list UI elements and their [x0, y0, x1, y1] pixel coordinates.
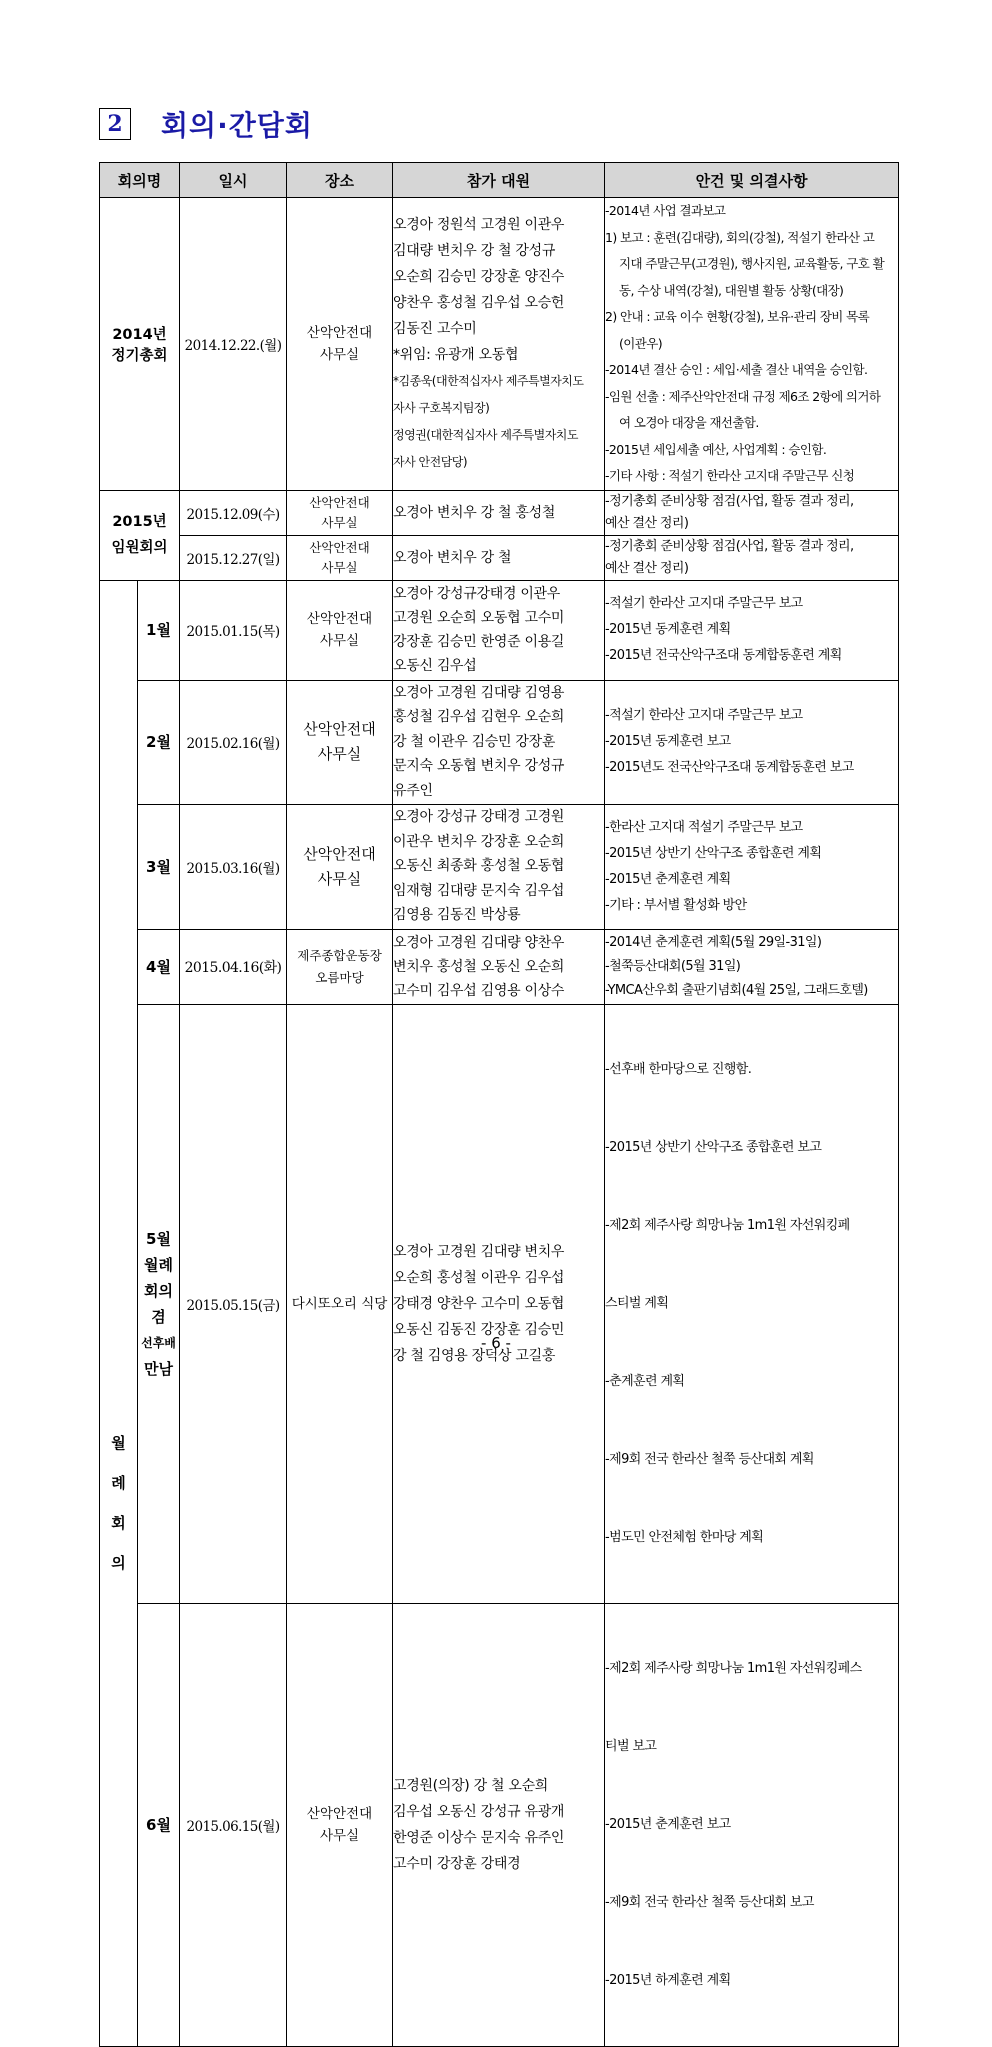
- month-label: [138, 1004, 180, 1603]
- agenda-line: -2015년 춘계훈련 계획: [605, 871, 731, 887]
- attendee-line: 강 철 이관우 김승민 강장훈: [393, 733, 556, 750]
- attendee-line: 변치우 홍성철 오동신 오순희: [393, 958, 565, 975]
- monthly-meeting-label: [100, 580, 138, 2046]
- vertical-label-char: 월: [111, 1434, 126, 1452]
- agenda-line: -2015년 세입세출 예산, 사업계획 : 승인함.: [605, 441, 827, 457]
- place-line: 사무실: [319, 346, 360, 363]
- agenda-line: -2015년 전국산악구조대 동계합동훈련 계획: [605, 648, 842, 663]
- meeting-date: 2014.12.22.(월): [180, 198, 287, 491]
- agenda-line: -임원 선출 : 제주산악안전대 규정 제6조 2항에 의거하: [605, 388, 881, 404]
- table-header-row: [100, 163, 899, 198]
- month-label-line: 겸: [151, 1307, 166, 1326]
- meeting-date: 2015.12.27(일): [180, 535, 287, 580]
- meeting-date: 2015.06.15(월): [180, 1603, 287, 2046]
- agenda-cell: [605, 535, 899, 580]
- place-line: 사무실: [319, 633, 360, 649]
- attendee-line: 오경아 정원석 고경원 이관우: [393, 216, 565, 233]
- agenda-cell: [605, 1004, 899, 1603]
- agenda-line: -한라산 고지대 적설기 주말근무 보고: [605, 819, 803, 835]
- table-row: [100, 804, 899, 929]
- place-line: 사무실: [319, 1827, 360, 1844]
- agenda-cell: [605, 490, 899, 535]
- agenda-line: -2015년 동계훈련 보고: [605, 734, 731, 749]
- agenda-cell: [605, 804, 899, 929]
- attendee-line: 강 철 김영용 장덕상 고길홍: [393, 1347, 556, 1364]
- attendee-line: 강태경 양찬우 고수미 오동협: [393, 1295, 565, 1312]
- month-label-line: 선후배: [141, 1335, 176, 1350]
- meeting-place: [287, 580, 393, 680]
- agenda-line: -적설기 한라산 고지대 주말근무 보고: [605, 596, 803, 611]
- meeting-place: [287, 535, 393, 580]
- agenda-line: -제9회 전국 한라산 철쭉 등산대회 보고: [605, 1894, 814, 1910]
- vertical-label-char: 의: [111, 1554, 126, 1572]
- month-label: 2월: [138, 680, 180, 804]
- agenda-line: -정기총회 준비상황 점검(사업, 활동 결과 정리,: [605, 538, 854, 554]
- agenda-cell: [605, 1603, 899, 2046]
- attendees-cell: 오경아 변치우 강 철: [393, 535, 605, 580]
- agenda-cell: [605, 580, 899, 680]
- agenda-line: -YMCA산우회 출판기념회(4월 25일, 그래드호텔): [605, 982, 868, 998]
- attendee-line: 오순희 김승민 강장훈 양진수: [393, 268, 565, 285]
- agenda-line: -기타 : 부서별 활성화 방안: [605, 897, 747, 913]
- attendee-line: 고경원 오순희 오동협 고수미: [393, 610, 565, 626]
- page-number: - 6 -: [481, 1334, 511, 1352]
- attendee-line: 오동신 김우섭: [393, 658, 477, 674]
- place-line: 산악안전대: [303, 720, 376, 738]
- month-label-line: 월례: [144, 1255, 173, 1274]
- meeting-date: 2015.04.16(화): [180, 929, 287, 1004]
- attendee-note: 정영권(대한적십자사 제주특별자치도: [393, 427, 578, 442]
- attendee-line: 오동신 김동진 강장훈 김승민: [393, 1321, 565, 1338]
- attendees-cell: [393, 198, 605, 491]
- agenda-line: -범도민 안전체험 한마당 계획: [605, 1529, 764, 1545]
- agenda-line: -제9회 전국 한라산 철쭉 등산대회 계획: [605, 1451, 814, 1467]
- place-line: 오름마당: [315, 969, 364, 985]
- place-line: 산악안전대: [303, 844, 376, 863]
- place-line: 사무실: [321, 559, 358, 575]
- attendee-line: 오경아 고경원 김대량 김영용: [393, 684, 565, 701]
- attendee-line: 오경아 고경원 김대량 변치우: [393, 1243, 565, 1260]
- attendee-line: 오순희 홍성철 이관우 김우섭: [393, 1269, 565, 1286]
- meeting-name: [100, 490, 180, 580]
- agenda-line: 동, 수상 내역(강철), 대원별 활동 상황(대장): [619, 282, 844, 298]
- agenda-line: -2014년 결산 승인 : 세입·세출 결산 내역을 승인함.: [605, 362, 868, 377]
- agenda-line: -춘계훈련 계획: [605, 1373, 685, 1389]
- month-label: 3월: [138, 804, 180, 929]
- vertical-label-char: 례: [111, 1474, 126, 1492]
- month-label: 1월: [138, 580, 180, 680]
- header-agenda: 안건 및 의결사항: [605, 163, 899, 198]
- attendee-line: 한영준 이상수 문지숙 유주인: [393, 1829, 565, 1846]
- meeting-place: [287, 680, 393, 804]
- agenda-line: -2015년 하계훈련 계획: [605, 1972, 731, 1988]
- table-row: [100, 580, 899, 680]
- attendee-note: 자사 구호복지팀장): [393, 400, 490, 415]
- meeting-place: [287, 1603, 393, 2046]
- attendees-cell: [393, 680, 605, 804]
- attendee-line: 임재형 김대량 문지숙 김우섭: [393, 882, 565, 899]
- attendee-line: 고경원(의장) 강 철 오순희: [393, 1777, 549, 1794]
- meeting-date: 2015.03.16(월): [180, 804, 287, 929]
- attendee-note: *김종욱(대한적십자사 제주특별자치도: [393, 373, 584, 388]
- agenda-cell: [605, 198, 899, 491]
- table-row: [100, 1004, 899, 1603]
- attendee-line: 고수미 강장훈 강태경: [393, 1855, 521, 1872]
- attendee-line: 오경아 강성규강태경 이관우: [393, 586, 561, 602]
- section-number-box: 2: [99, 108, 131, 140]
- attendee-line: 김영용 김동진 박상룡: [393, 907, 521, 924]
- meeting-date: 2015.05.15(금): [180, 1004, 287, 1603]
- meeting-place: [287, 929, 393, 1004]
- place-line: 제주종합운동장: [297, 947, 382, 963]
- attendee-line: 김동진 고수미: [393, 320, 477, 337]
- place-line: 사무실: [317, 869, 362, 888]
- agenda-line: -2014년 사업 결과보고: [605, 203, 726, 218]
- attendee-line: 오동신 최종화 홍성철 오동협: [393, 858, 565, 875]
- place-line: 산악안전대: [306, 1805, 373, 1822]
- table-row: [100, 198, 899, 491]
- attendee-line: 오경아 강성규 강태경 고경원: [393, 809, 565, 826]
- place-line: 사무실: [317, 745, 362, 763]
- attendee-line: 강장훈 김승민 한영준 이용길: [393, 634, 565, 650]
- place-line: 사무실: [321, 514, 358, 530]
- table-row: [100, 929, 899, 1004]
- agenda-line: -제2회 제주사랑 희망나눔 1m1원 자선워킹페: [605, 1217, 850, 1233]
- agenda-line: 1) 보고 : 훈련(김대량), 회의(강철), 적설기 한라산 고: [605, 229, 875, 245]
- attendee-line: 고수미 김우섭 김영용 이상수: [393, 982, 565, 999]
- attendee-line: 김우섭 오동신 강성규 유광개: [393, 1803, 565, 1820]
- agenda-line: -철쭉등산대회(5월 31일): [605, 958, 741, 974]
- attendee-line: *위임: 유광개 오동협: [393, 346, 519, 363]
- place-line: 산악안전대: [306, 324, 373, 341]
- agenda-line: -적설기 한라산 고지대 주말근무 보고: [605, 708, 803, 723]
- meeting-date: 2015.12.09(수): [180, 490, 287, 535]
- meeting-place: [287, 804, 393, 929]
- agenda-line: 지대 주말근무(고경원), 행사지원, 교육활동, 구호 활: [619, 256, 885, 271]
- attendee-line: 김대량 변치우 강 철 강성규: [393, 242, 556, 259]
- header-attendees: 참가 대원: [393, 163, 605, 198]
- agenda-line: 여 오경아 대장을 재선출함.: [619, 415, 759, 430]
- place-line: 산악안전대: [309, 494, 370, 510]
- attendee-line: 유주인: [393, 782, 433, 799]
- agenda-line: -2015년 동계훈련 계획: [605, 622, 731, 637]
- agenda-line: (이관우): [619, 335, 662, 351]
- agenda-line: -2014년 춘계훈련 계획(5월 29일-31일): [605, 934, 822, 950]
- vertical-label-char: 회: [111, 1514, 126, 1532]
- attendees-cell: [393, 804, 605, 929]
- meeting-place: [287, 490, 393, 535]
- attendee-note: 자사 안전담당): [393, 454, 468, 469]
- agenda-cell: [605, 680, 899, 804]
- agenda-cell: [605, 929, 899, 1004]
- meeting-name-line: 임원회의: [111, 540, 168, 556]
- agenda-line: -정기총회 준비상황 점검(사업, 활동 결과 정리,: [605, 493, 854, 509]
- agenda-line: -선후배 한마당으로 진행함.: [605, 1061, 752, 1077]
- agenda-line: 예산 결산 정리): [605, 560, 689, 576]
- attendee-line: 오경아 고경원 김대량 양찬우: [393, 934, 565, 951]
- attendees-cell: [393, 1603, 605, 2046]
- month-label: 6월: [138, 1603, 180, 2046]
- attendee-line: 이관우 변치우 강장훈 오순희: [393, 833, 565, 850]
- agenda-line: -2015년도 전국산악구조대 동계합동훈련 보고: [605, 760, 854, 775]
- agenda-line: 스티벌 계획: [605, 1295, 669, 1311]
- header-meeting-name: 회의명: [100, 163, 180, 198]
- agenda-line: -2015년 상반기 산악구조 종합훈련 보고: [605, 1139, 822, 1155]
- place-line: 산악안전대: [306, 611, 373, 627]
- agenda-line: -기타 사항 : 적설기 한라산 고지대 주말근무 신청: [605, 468, 855, 483]
- month-label-line: 5월: [146, 1229, 171, 1248]
- attendees-cell: 오경아 변치우 강 철 홍성철: [393, 490, 605, 535]
- header-place: 장소: [287, 163, 393, 198]
- attendees-cell: [393, 929, 605, 1004]
- table-row: [100, 490, 899, 535]
- meeting-name-line: 2015년: [112, 514, 167, 530]
- month-label: 4월: [138, 929, 180, 1004]
- attendees-cell: [393, 580, 605, 680]
- meeting-place: [287, 198, 393, 491]
- agenda-line: -2015년 상반기 산악구조 종합훈련 계획: [605, 845, 822, 861]
- meetings-table: [99, 162, 899, 2047]
- meeting-date: 2015.01.15(목): [180, 580, 287, 680]
- agenda-line: -2015년 춘계훈련 보고: [605, 1816, 731, 1832]
- header-date: 일시: [180, 163, 287, 198]
- agenda-line: 티벌 보고: [605, 1738, 657, 1754]
- meeting-place: 다시또오리 식당: [287, 1004, 393, 1603]
- month-label-line: 만남: [144, 1359, 173, 1378]
- meeting-name: [100, 198, 180, 491]
- place-line: 산악안전대: [309, 539, 370, 555]
- meeting-date: 2015.02.16(월): [180, 680, 287, 804]
- attendee-line: 문지숙 오동협 변치우 강성규: [393, 758, 565, 775]
- attendee-line: 양찬우 홍성철 김우섭 오승헌: [393, 294, 565, 311]
- attendee-line: 홍성철 김우섭 김현우 오순희: [393, 709, 565, 726]
- month-label-line: 회의: [144, 1281, 173, 1300]
- table-row: [100, 535, 899, 580]
- meeting-name-line: 2014년: [112, 326, 167, 343]
- table-row: [100, 680, 899, 804]
- section-title: 회의·간담회: [161, 109, 313, 142]
- table-row: [100, 1603, 899, 2046]
- agenda-line: 2) 안내 : 교육 이수 현황(강철), 보유·관리 장비 목록: [605, 309, 870, 324]
- agenda-line: -제2회 제주사랑 희망나눔 1m1원 자선워킹페스: [605, 1660, 862, 1676]
- agenda-line: 예산 결산 정리): [605, 515, 689, 531]
- meeting-name-line: 정기총회: [111, 347, 168, 364]
- section-heading: [99, 104, 313, 144]
- attendees-cell: [393, 1004, 605, 1603]
